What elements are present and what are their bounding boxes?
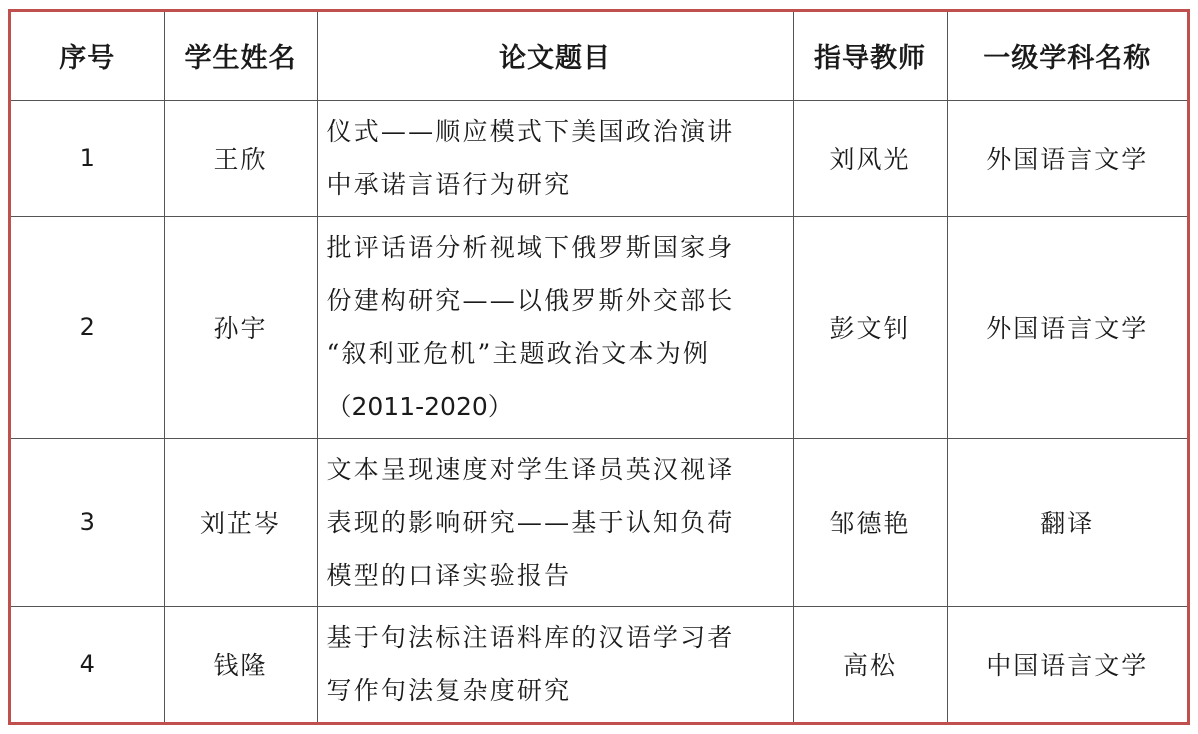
table-frame: [8, 9, 1190, 725]
row-number: 3: [11, 438, 164, 606]
thesis-title: [317, 438, 793, 606]
row-number: 1: [11, 100, 164, 216]
student-name: 钱隆: [164, 606, 317, 722]
thesis-title: [317, 216, 793, 438]
thesis-title-line: 文本呈现速度对学生译员英汉视译: [326, 454, 735, 484]
discipline-name: 翻译: [947, 438, 1187, 606]
thesis-title-line: 模型的口译实验报告: [326, 560, 572, 590]
student-name: 孙宇: [164, 216, 317, 438]
discipline-name: 外国语言文学: [947, 100, 1187, 216]
header-title: 论文题目: [317, 12, 793, 100]
header-advisor: 指导教师: [793, 12, 947, 100]
thesis-title-line: 写作句法复杂度研究: [326, 676, 572, 706]
header-discipline: 一级学科名称: [947, 12, 1187, 100]
advisor-name: 刘风光: [793, 100, 947, 216]
advisor-name: 邹德艳: [793, 438, 947, 606]
thesis-title: [317, 100, 793, 216]
thesis-title: [317, 606, 793, 722]
thesis-title-line: 基于句法标注语料库的汉语学习者: [326, 623, 735, 653]
discipline-name: 中国语言文学: [947, 606, 1187, 722]
discipline-name: 外国语言文学: [947, 216, 1187, 438]
advisor-name: 高松: [793, 606, 947, 722]
thesis-title-line: 仪式——顺应模式下美国政治演讲: [326, 117, 735, 146]
table-row: [11, 216, 1187, 438]
advisor-name: 彭文钊: [793, 216, 947, 438]
table-row: [11, 100, 1187, 216]
thesis-title-line: 份建构研究——以俄罗斯外交部长: [326, 286, 735, 315]
row-number: 2: [11, 216, 164, 438]
table-row: [11, 606, 1187, 722]
header-row: [11, 12, 1187, 100]
thesis-title-line: “叙利亚危机”主题政治文本为例: [326, 339, 711, 368]
header-student: 学生姓名: [164, 12, 317, 100]
student-name: 王欣: [164, 100, 317, 216]
row-number: 4: [11, 606, 164, 722]
thesis-title-line: 中承诺言语行为研究: [326, 170, 572, 199]
table-row: [11, 438, 1187, 606]
thesis-title-line: 表现的影响研究——基于认知负荷: [326, 507, 735, 537]
thesis-title-line: 批评话语分析视域下俄罗斯国家身: [326, 233, 735, 262]
thesis-title-line: （2011-2020）: [326, 392, 513, 421]
header-no: 序号: [11, 12, 164, 100]
thesis-table: [11, 12, 1187, 722]
student-name: 刘芷岑: [164, 438, 317, 606]
